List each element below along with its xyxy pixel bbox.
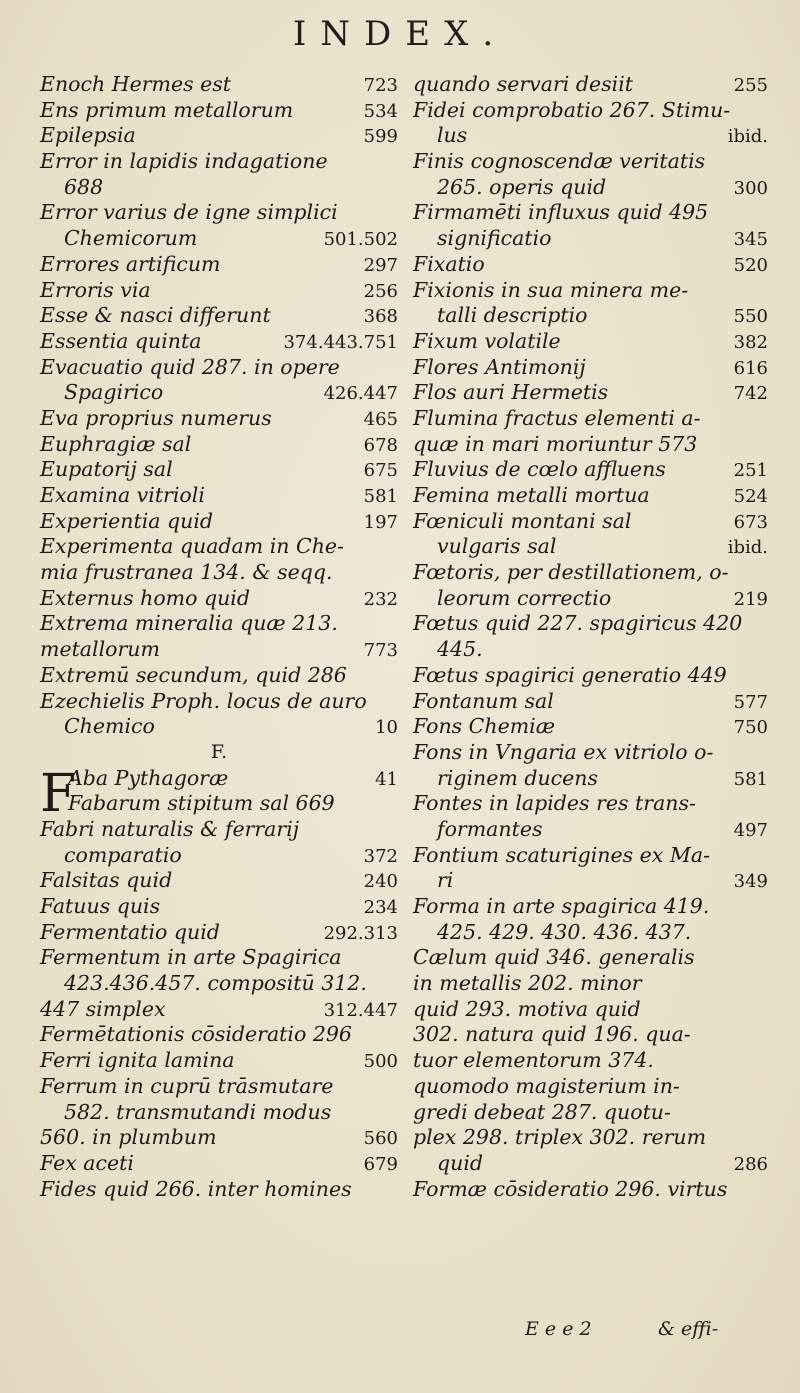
entry-page-number: 10 bbox=[375, 717, 398, 739]
entry-page-number: 581 bbox=[733, 768, 768, 790]
index-entry bbox=[413, 843, 768, 869]
index-entry bbox=[413, 1100, 768, 1126]
entry-text: Eupatorij sal bbox=[40, 457, 173, 482]
entry-page-number: 534 bbox=[363, 100, 398, 122]
index-entry bbox=[413, 457, 768, 483]
index-entry bbox=[413, 894, 768, 920]
entry-text: in metallis 202. minor bbox=[413, 971, 642, 996]
index-entry bbox=[413, 766, 768, 792]
index-entry bbox=[413, 483, 768, 509]
entry-page-number: 723 bbox=[363, 75, 398, 96]
letter-heading: F. bbox=[210, 740, 228, 763]
entry-text: leorum correctio bbox=[437, 585, 612, 610]
entry-page-number: 374.443.751 bbox=[283, 331, 398, 353]
entry-text: Ezechielis Proph. locus de auro bbox=[40, 688, 367, 713]
entry-page-number: 234 bbox=[363, 897, 398, 918]
entry-text: Fermentum in arte Spagirica bbox=[40, 945, 342, 970]
entry-text: quando servari desiit bbox=[413, 72, 633, 96]
index-entry bbox=[40, 1100, 398, 1126]
index-entry bbox=[40, 432, 398, 458]
index-entry bbox=[40, 560, 398, 586]
index-entry bbox=[40, 894, 398, 920]
entry-page-number: 675 bbox=[363, 460, 398, 482]
index-entry bbox=[413, 303, 768, 329]
entry-text: formantes bbox=[437, 816, 543, 841]
index-entry bbox=[413, 611, 768, 637]
index-entry bbox=[40, 766, 398, 792]
entry-text: 302. natura quid 196. qua- bbox=[413, 1022, 691, 1047]
entry-text: Fontes in lapides res trans- bbox=[413, 791, 696, 816]
index-entry bbox=[40, 149, 398, 175]
entry-text: gredi debeat 287. quotu- bbox=[413, 1099, 671, 1124]
entry-page-number: 345 bbox=[733, 229, 768, 251]
index-entry bbox=[413, 663, 768, 689]
entry-text: Euphragiæ sal bbox=[40, 431, 192, 456]
index-entry bbox=[40, 1048, 398, 1074]
entry-page-number: 465 bbox=[363, 408, 398, 430]
index-entry bbox=[40, 123, 398, 149]
index-entry bbox=[413, 920, 768, 946]
index-entry bbox=[40, 278, 398, 304]
entry-page-number: 382 bbox=[733, 331, 768, 353]
entry-text: Fons in Vngaria ex vitriolo o- bbox=[413, 739, 714, 764]
entry-text: Fides quid 266. inter homines bbox=[40, 1176, 352, 1201]
index-entry bbox=[40, 971, 398, 997]
entry-page-number: 312.447 bbox=[323, 999, 398, 1021]
entry-text: Fœtus quid 227. spagiricus 420 bbox=[413, 611, 743, 636]
entry-text: Cælum quid 346. generalis bbox=[413, 945, 695, 970]
dropcap-block bbox=[40, 763, 398, 824]
index-entry bbox=[40, 72, 398, 98]
index-entry bbox=[413, 714, 768, 740]
index-entry bbox=[40, 1022, 398, 1048]
index-entry bbox=[413, 226, 768, 252]
index-entry bbox=[40, 226, 398, 252]
entry-text: Experimenta quadam in Che- bbox=[40, 534, 344, 559]
index-entry bbox=[40, 1125, 398, 1151]
entry-page-number: 616 bbox=[733, 357, 768, 379]
entry-page-number: 256 bbox=[363, 280, 398, 302]
entry-page-number: 197 bbox=[363, 511, 398, 533]
entry-text: quid bbox=[437, 1150, 484, 1175]
entry-text: Ens primum metallorum bbox=[40, 97, 294, 122]
entry-text: Error in lapidis indagatione bbox=[40, 149, 328, 174]
entry-text: 688 bbox=[64, 174, 104, 199]
index-entry bbox=[413, 380, 768, 406]
entry-text: Flumina fractus elementi a- bbox=[413, 405, 701, 430]
index-entry bbox=[413, 637, 768, 663]
entry-text: Flos auri Hermetis bbox=[413, 380, 609, 405]
index-entry bbox=[413, 868, 768, 894]
entry-page-number: 232 bbox=[363, 588, 398, 610]
entry-text: Fabarum stipitum sal 669 bbox=[68, 791, 335, 816]
entry-text: Forma in arte spagirica 419. bbox=[413, 894, 710, 918]
index-entry bbox=[40, 380, 398, 406]
page-header: INDEX. bbox=[292, 14, 508, 54]
index-entry bbox=[40, 1074, 398, 1100]
dropcap: F bbox=[40, 763, 77, 824]
index-entry bbox=[413, 432, 768, 458]
entry-text: Ferri ignita lamina bbox=[40, 1048, 235, 1073]
entry-text: Falsitas quid bbox=[40, 868, 173, 893]
entry-text: Fabri naturalis & ferrarij bbox=[40, 816, 300, 841]
entry-text: Eva proprius numerus bbox=[40, 405, 272, 430]
entry-text: riginem ducens bbox=[437, 765, 598, 790]
entry-page-number: ibid. bbox=[727, 537, 768, 559]
entry-text: Chemico bbox=[64, 714, 155, 739]
index-entry bbox=[40, 611, 398, 637]
entry-text: significatio bbox=[437, 226, 552, 251]
entry-page-number: 524 bbox=[733, 486, 768, 507]
entry-text: Essentia quinta bbox=[40, 328, 202, 353]
index-entry bbox=[40, 483, 398, 509]
entry-text: Fœtoris, per destillationem, o- bbox=[413, 560, 729, 585]
index-entry bbox=[413, 1177, 768, 1203]
entry-page-number: 497 bbox=[733, 819, 768, 841]
entry-page-number: 426.447 bbox=[323, 383, 398, 405]
entry-text: talli descriptio bbox=[437, 303, 588, 328]
entry-text: Extremū secundum, quid 286 bbox=[40, 662, 347, 687]
entry-text: Extrema mineralia quæ 213. bbox=[40, 611, 338, 636]
entry-text: Aba Pythagoræ bbox=[68, 765, 229, 790]
entry-page-number: 599 bbox=[363, 126, 398, 148]
entry-page-number: 300 bbox=[733, 177, 768, 199]
entry-text: quomodo magisterium in- bbox=[413, 1073, 680, 1098]
entry-page-number: 255 bbox=[733, 75, 768, 96]
entry-text: 582. transmutandi modus bbox=[64, 1099, 332, 1124]
index-entry bbox=[413, 175, 768, 201]
index-entry bbox=[40, 175, 398, 201]
entry-text: 560. in plumbum bbox=[40, 1125, 217, 1150]
entry-page-number: 673 bbox=[733, 511, 768, 533]
index-entry bbox=[40, 868, 398, 894]
entry-page-number: 679 bbox=[363, 1153, 398, 1175]
index-entry bbox=[40, 791, 398, 817]
entry-text: Fermētationis cōsideratio 296 bbox=[40, 1022, 352, 1047]
index-entry bbox=[413, 945, 768, 971]
entry-page-number: 520 bbox=[733, 254, 768, 276]
entry-text: 447 simplex bbox=[40, 996, 166, 1021]
entry-text: Esse & nasci differunt bbox=[40, 303, 271, 328]
index-entry bbox=[40, 586, 398, 612]
entry-text: Error varius de igne simplici bbox=[40, 200, 338, 225]
entry-page-number: 773 bbox=[363, 640, 398, 662]
entry-text: ri bbox=[437, 868, 454, 893]
entry-text: Chemicorum bbox=[64, 226, 198, 251]
index-entry bbox=[40, 997, 398, 1023]
index-entry bbox=[413, 98, 768, 124]
index-entry bbox=[40, 1177, 398, 1203]
catchword: & effi- bbox=[658, 1318, 719, 1340]
index-entry bbox=[40, 817, 398, 843]
entry-page-number: 742 bbox=[733, 383, 768, 405]
index-entry bbox=[413, 791, 768, 817]
index-entry bbox=[413, 1151, 768, 1177]
entry-text: mia frustranea 134. & seqq. bbox=[40, 560, 333, 585]
index-entry bbox=[413, 1074, 768, 1100]
index-entry bbox=[40, 252, 398, 278]
index-entry bbox=[40, 843, 398, 869]
entry-page-number: 678 bbox=[363, 434, 398, 456]
right-column bbox=[413, 72, 768, 1202]
entry-page-number: 500 bbox=[363, 1051, 398, 1073]
index-entry bbox=[413, 406, 768, 432]
entry-text: comparatio bbox=[64, 842, 182, 867]
entry-text: Flores Antimonij bbox=[413, 354, 586, 379]
entry-text: Fixionis in sua minera me- bbox=[413, 277, 689, 302]
entry-page-number: 501.502 bbox=[323, 229, 398, 251]
index-entry bbox=[40, 329, 398, 355]
index-entry bbox=[40, 945, 398, 971]
entry-page-number: 219 bbox=[733, 588, 768, 610]
entry-text: Fex aceti bbox=[40, 1150, 134, 1175]
left-column bbox=[40, 72, 398, 1202]
index-entry bbox=[40, 534, 398, 560]
entry-text: Femina metalli mortua bbox=[413, 483, 650, 507]
entry-text: 445. bbox=[437, 637, 483, 662]
index-entry bbox=[413, 509, 768, 535]
index-entry bbox=[40, 663, 398, 689]
entry-page-number: 286 bbox=[733, 1153, 768, 1175]
entry-text: Formæ cōsideratio 296. virtus bbox=[413, 1176, 728, 1201]
entry-text: plex 298. triplex 302. rerum bbox=[413, 1125, 707, 1150]
index-entry bbox=[413, 740, 768, 766]
entry-page-number: 372 bbox=[363, 845, 398, 867]
entry-page-number: 577 bbox=[733, 691, 768, 713]
index-entry bbox=[413, 252, 768, 278]
index-entry bbox=[413, 200, 768, 226]
entry-text: Fixum volatile bbox=[413, 328, 561, 353]
entry-page-number: 750 bbox=[733, 717, 768, 739]
entry-page-number: 240 bbox=[363, 871, 398, 893]
entry-text: lus bbox=[437, 123, 468, 148]
index-entry bbox=[413, 997, 768, 1023]
entry-text: Errores artificum bbox=[40, 251, 221, 276]
index-entry bbox=[413, 72, 768, 98]
index-entry bbox=[413, 329, 768, 355]
entry-text: tuor elementorum 374. bbox=[413, 1048, 654, 1073]
index-entry bbox=[413, 1125, 768, 1151]
index-entry bbox=[40, 509, 398, 535]
entry-text: quæ in mari moriuntur 573 bbox=[413, 431, 698, 456]
index-entry bbox=[413, 123, 768, 149]
entry-text: Fatuus quis bbox=[40, 894, 161, 918]
entry-text: Ferrum in cuprū trāsmutare bbox=[40, 1073, 334, 1098]
entry-text: quid 293. motiva quid bbox=[413, 996, 641, 1021]
entry-text: Externus homo quid bbox=[40, 585, 250, 610]
entry-page-number: 349 bbox=[733, 871, 768, 893]
entry-page-number: 41 bbox=[375, 768, 398, 790]
index-entry bbox=[413, 534, 768, 560]
entry-text: metallorum bbox=[40, 637, 160, 662]
index-entry bbox=[413, 278, 768, 304]
index-entry bbox=[413, 1048, 768, 1074]
entry-text: Experientia quid bbox=[40, 508, 214, 533]
entry-page-number: 292.313 bbox=[323, 922, 398, 944]
entry-page-number: 297 bbox=[363, 254, 398, 276]
index-entry bbox=[40, 920, 398, 946]
entry-page-number: 581 bbox=[363, 486, 398, 507]
entry-page-number: 560 bbox=[363, 1128, 398, 1150]
index-entry bbox=[413, 817, 768, 843]
entry-text: 265. operis quid bbox=[437, 174, 607, 199]
entry-text: Examina vitrioli bbox=[40, 483, 205, 507]
index-entry bbox=[40, 98, 398, 124]
entry-text: 423.436.457. compositū 312. bbox=[64, 971, 367, 996]
index-entry bbox=[40, 200, 398, 226]
entry-page-number: 251 bbox=[733, 460, 768, 482]
index-entry bbox=[413, 971, 768, 997]
index-entry bbox=[413, 586, 768, 612]
index-entry bbox=[413, 689, 768, 715]
entry-text: Fermentatio quid bbox=[40, 919, 220, 944]
entry-text: Epilepsia bbox=[40, 123, 136, 148]
index-entry bbox=[40, 355, 398, 381]
entry-text: Enoch Hermes est bbox=[40, 72, 232, 96]
entry-text: Fidei comprobatio 267. Stimu- bbox=[413, 97, 731, 122]
index-entry bbox=[40, 689, 398, 715]
entry-text: Fixatio bbox=[413, 251, 485, 276]
entry-text: Fontanum sal bbox=[413, 688, 554, 713]
index-entry bbox=[40, 303, 398, 329]
entry-page-number: 368 bbox=[363, 306, 398, 328]
entry-text: Fœtus spagirici generatio 449 bbox=[413, 662, 727, 687]
entry-text: Fons Chemiæ bbox=[413, 714, 555, 739]
entry-text: Firmamēti influxus quid 495 bbox=[413, 200, 709, 225]
entry-text: 425. 429. 430. 436. 437. bbox=[437, 919, 692, 944]
entry-page-number: 550 bbox=[733, 306, 768, 328]
entry-text: Evacuatio quid 287. in opere bbox=[40, 354, 340, 379]
index-entry bbox=[413, 560, 768, 586]
entry-text: Fœniculi montani sal bbox=[413, 508, 632, 533]
index-entry bbox=[40, 714, 398, 740]
signature-mark: E e e 2 bbox=[525, 1318, 592, 1340]
index-entry bbox=[413, 1022, 768, 1048]
index-entry bbox=[413, 149, 768, 175]
entry-text: Erroris via bbox=[40, 277, 151, 302]
entry-text: Spagirico bbox=[64, 380, 164, 405]
entry-page-number: ibid. bbox=[727, 126, 768, 148]
entry-text: vulgaris sal bbox=[437, 534, 557, 559]
index-entry bbox=[40, 406, 398, 432]
index-entry bbox=[40, 1151, 398, 1177]
index-entry bbox=[40, 457, 398, 483]
entry-text: Fluvius de cœlo affluens bbox=[413, 457, 666, 482]
entry-text: Fontium scaturigines ex Ma- bbox=[413, 842, 711, 867]
entry-text: Finis cognoscendæ veritatis bbox=[413, 149, 706, 174]
index-entry bbox=[40, 637, 398, 663]
index-entry bbox=[413, 355, 768, 381]
